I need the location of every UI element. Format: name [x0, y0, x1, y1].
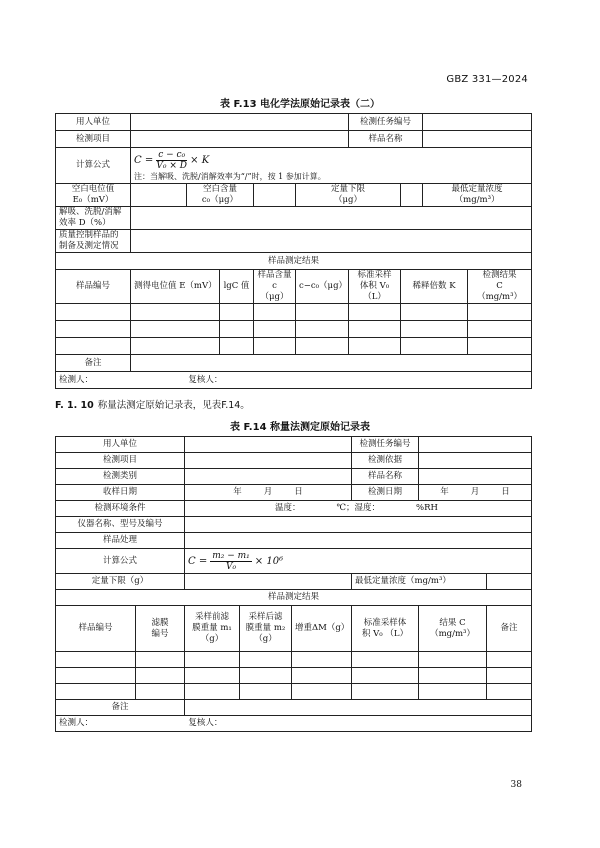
- formula-lhs-14: C =: [188, 555, 208, 567]
- remark-label: 备注: [56, 355, 131, 372]
- col-result-14: 结果 C （mg/m³）: [419, 606, 487, 652]
- table-f13: [55, 113, 532, 389]
- qc-value[interactable]: [131, 230, 532, 253]
- table-row[interactable]: [56, 652, 532, 668]
- blank-content-label: 空白含量 c₀（μg）: [187, 184, 254, 207]
- basis-label: 检测依据: [352, 453, 419, 469]
- formula-numerator: c − c₀: [158, 149, 186, 160]
- table-row[interactable]: [56, 668, 532, 684]
- remark-label-14: 备注: [56, 700, 185, 716]
- paragraph-number: F. 1. 10: [55, 400, 94, 411]
- task-no-label-14: 检测任务编号: [352, 437, 419, 453]
- formula-denominator: V₀ × D: [156, 160, 187, 171]
- unit-value[interactable]: [131, 114, 349, 131]
- formula-fraction: [156, 150, 187, 171]
- table-row[interactable]: [56, 321, 532, 338]
- col-gain: 增重ΔM（g）: [292, 606, 352, 652]
- formula-lhs: C =: [134, 154, 154, 166]
- col-volume: 标准采样 体积 V₀ （L）: [349, 270, 401, 304]
- recv-date-value[interactable]: 年 月 日: [185, 485, 352, 501]
- efficiency-label: 解吸、洗脱/消解 效率 D（%）: [56, 207, 131, 230]
- blank-potential-value[interactable]: [131, 184, 187, 207]
- blank-potential-label: 空白电位值 E₀（mV）: [56, 184, 131, 207]
- task-no-value[interactable]: [423, 114, 532, 131]
- item-label-14: 检测项目: [56, 453, 185, 469]
- col-content: 样品含量c （μg）: [254, 270, 296, 304]
- type-label: 检测类别: [56, 469, 185, 485]
- col-potential: 测得电位值 E（mV）: [131, 270, 220, 304]
- table-row[interactable]: [56, 684, 532, 700]
- formula-numerator-14: m₂ − m₁: [212, 550, 250, 561]
- col-dilution: 稀释倍数 K: [401, 270, 468, 304]
- blank-content-value[interactable]: [254, 184, 296, 207]
- efficiency-value[interactable]: [131, 207, 532, 230]
- basis-value[interactable]: [419, 453, 532, 469]
- formula-cell: [131, 148, 532, 184]
- formula-rhs: × K: [190, 154, 210, 166]
- lod-value-14[interactable]: [185, 574, 352, 590]
- results-title: 样品测定结果: [56, 253, 532, 270]
- tester-label: 检测人：: [59, 374, 94, 385]
- lod-label-14: 定量下限（g）: [56, 574, 185, 590]
- formula-14: [188, 551, 283, 572]
- unit-label-14: 用人单位: [56, 437, 185, 453]
- unit-label: 用人单位: [56, 114, 131, 131]
- paragraph-f110: [55, 397, 250, 411]
- env-label: 检测环境条件: [56, 501, 185, 517]
- page-number: 38: [510, 780, 522, 790]
- col-sample-no-14: 样品编号: [56, 606, 136, 652]
- formula-rhs-14: × 10⁶: [254, 555, 284, 567]
- reviewer-label-14: 复核人：: [188, 718, 223, 728]
- item-label: 检测项目: [56, 131, 131, 148]
- min-conc-label-14: 最低定量浓度（mg/m³）: [352, 574, 487, 590]
- formula-note: 注：当解吸、洗脱/消解效率为“/”时，按 1 参加计算。: [134, 171, 326, 181]
- recv-date-label: 收样日期: [56, 485, 185, 501]
- table-f14: [55, 436, 532, 732]
- sample-name-value[interactable]: [423, 131, 532, 148]
- env-value[interactable]: 温度： ℃；湿度： %RH: [185, 501, 532, 517]
- col-filter: 滤膜 编号: [136, 606, 185, 652]
- sample-name-label-14: 样品名称: [352, 469, 419, 485]
- unit-value-14[interactable]: [185, 437, 352, 453]
- paragraph-text: 称量法测定原始记录表，见表F.14。: [97, 400, 250, 411]
- table-row[interactable]: [56, 304, 532, 321]
- col-remark: 备注: [487, 606, 532, 652]
- formula-cell-14: [185, 549, 532, 574]
- formula-fraction-14: [210, 551, 252, 572]
- processing-value[interactable]: [185, 533, 532, 549]
- table-f13-caption: 表 F.13 电化学法原始记录表（二）: [219, 99, 381, 110]
- col-volume-14: 标准采样体 积 V₀ （L）: [352, 606, 419, 652]
- lod-value[interactable]: [401, 184, 423, 207]
- table-row[interactable]: [56, 338, 532, 355]
- test-date-value[interactable]: 年 月 日: [419, 485, 532, 501]
- standard-number: GBZ 331—2024: [446, 74, 528, 85]
- calc-label: 计算公式: [56, 148, 131, 184]
- signature-row-14: [56, 716, 532, 732]
- qc-label: 质量控制样品的 制备及测定情况: [56, 230, 131, 253]
- col-lgc: lgC 值: [220, 270, 254, 304]
- signature-row: [56, 372, 532, 389]
- remark-value-14[interactable]: [185, 700, 532, 716]
- col-diff: c−c₀（μg）: [296, 270, 349, 304]
- formula-denominator-14: V₀: [225, 561, 237, 572]
- formula: [134, 150, 209, 171]
- col-sample-no: 样品编号: [56, 270, 131, 304]
- task-no-label: 检测任务编号: [349, 114, 423, 131]
- sample-name-label: 样品名称: [349, 131, 423, 148]
- remark-value[interactable]: [131, 355, 532, 372]
- item-value[interactable]: [131, 131, 349, 148]
- task-no-value-14[interactable]: [419, 437, 532, 453]
- test-date-label: 检测日期: [352, 485, 419, 501]
- table-f14-caption: 表 F.14 称量法测定原始记录表: [229, 422, 371, 433]
- item-value-14[interactable]: [185, 453, 352, 469]
- type-value[interactable]: [185, 469, 352, 485]
- sample-name-value-14[interactable]: [419, 469, 532, 485]
- min-conc-label: 最低定量浓度 （mg/m³）: [423, 184, 532, 207]
- lod-label: 定量下限 （μg）: [296, 184, 401, 207]
- min-conc-value-14[interactable]: [487, 574, 532, 590]
- instrument-value[interactable]: [185, 517, 532, 533]
- col-result: 检测结果 C （mg/m³）: [468, 270, 532, 304]
- col-pre-weight: 采样前滤 膜重量 m₁ （g）: [185, 606, 240, 652]
- results-title-14: 样品测定结果: [56, 590, 532, 606]
- col-post-weight: 采样后滤 膜重量 m₂ （g）: [240, 606, 292, 652]
- instrument-label: 仪器名称、型号及编号: [56, 517, 185, 533]
- processing-label: 样品处理: [56, 533, 185, 549]
- reviewer-label: 复核人：: [188, 374, 223, 385]
- calc-label-14: 计算公式: [56, 549, 185, 574]
- tester-label-14: 检测人：: [59, 718, 94, 728]
